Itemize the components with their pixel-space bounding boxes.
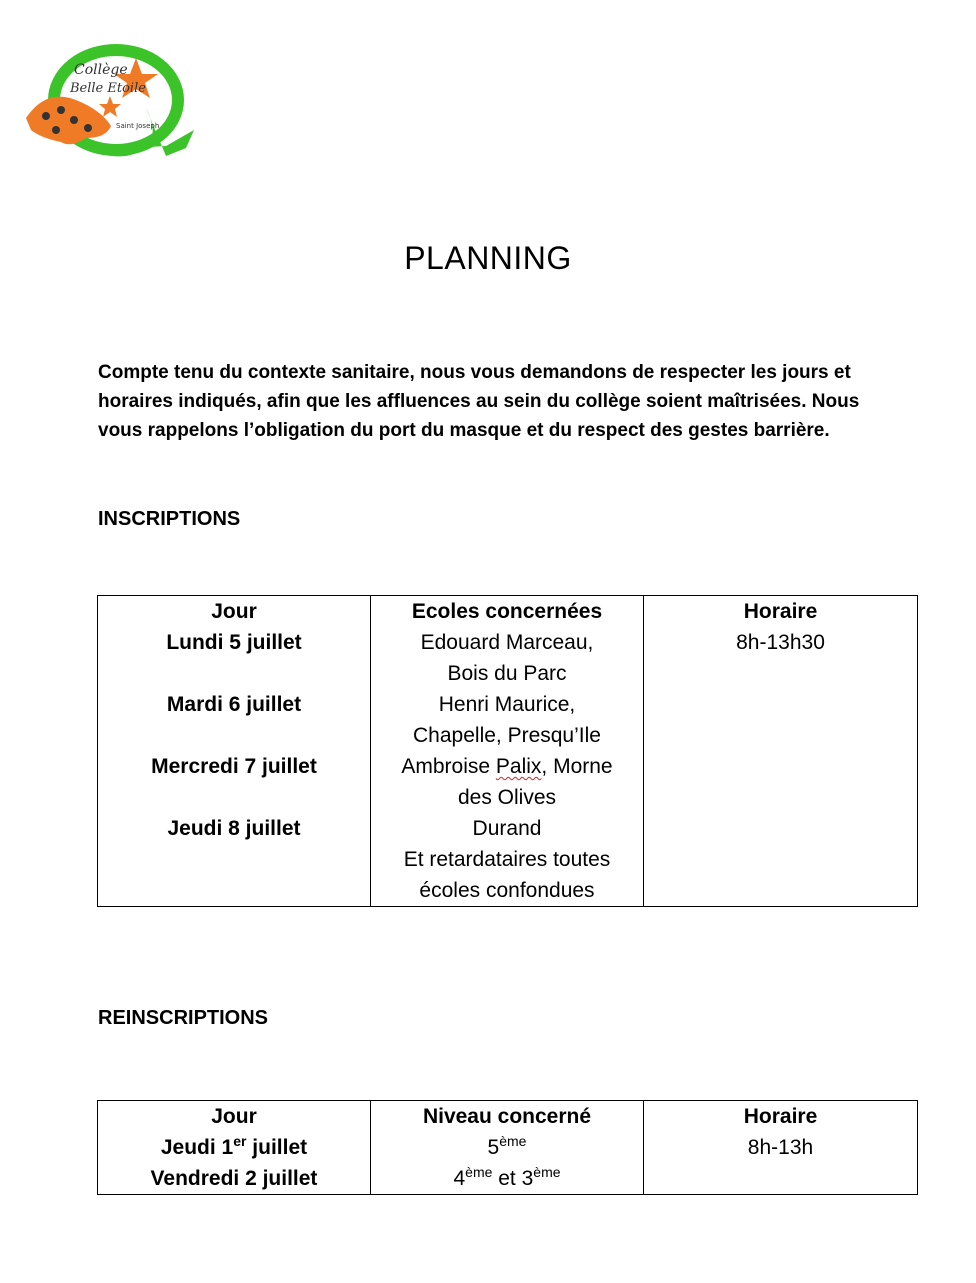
logo-text-line3: Saint Joseph bbox=[116, 122, 160, 130]
row-time bbox=[644, 813, 918, 907]
header-time: Horaire bbox=[644, 1101, 918, 1133]
intro-paragraph: Compte tenu du contexte sanitaire, nous vous demandons de respecter les jours et horaires indiqués, afin que les affluences au sein du collège soient maîtrisées. Nous vous rappelons l’obligation du port du masque et du respect des gestes barrière. bbox=[98, 362, 860, 441]
row-day: Lundi 5 juillet bbox=[98, 627, 371, 689]
table-row bbox=[98, 689, 918, 751]
level-superscript: ème bbox=[533, 1164, 561, 1180]
schools-line: Henri Maurice, bbox=[438, 693, 576, 716]
row-day bbox=[98, 1132, 371, 1163]
schools-line: Durand bbox=[472, 817, 542, 840]
inscriptions-heading: INSCRIPTIONS bbox=[98, 508, 241, 530]
row-schools bbox=[371, 627, 644, 689]
header-day: Jour bbox=[98, 596, 371, 628]
level-superscript: ème bbox=[499, 1133, 527, 1149]
reinscriptions-heading: REINSCRIPTIONS bbox=[98, 1007, 269, 1029]
row-day: Mardi 6 juillet bbox=[98, 689, 371, 751]
row-schools bbox=[371, 689, 644, 751]
schools-line: des Olives bbox=[457, 786, 557, 809]
schools-line: Bois du Parc bbox=[447, 662, 567, 685]
row-day: Vendredi 2 juillet bbox=[98, 1163, 371, 1195]
table-header-row bbox=[98, 1101, 918, 1133]
table-row bbox=[98, 627, 918, 689]
row-time bbox=[644, 751, 918, 813]
row-time bbox=[644, 1163, 918, 1195]
logo-text-line1: Collège bbox=[74, 62, 128, 78]
schools-line: Et retardataires toutes bbox=[403, 848, 611, 871]
level-number: 5 bbox=[487, 1136, 500, 1159]
table-row bbox=[98, 1163, 918, 1195]
schools-suffix: , Morne bbox=[541, 755, 613, 778]
table-row bbox=[98, 813, 918, 907]
page-title: PLANNING bbox=[404, 240, 572, 276]
table-row bbox=[98, 1132, 918, 1163]
row-time: 8h-13h30 bbox=[644, 627, 918, 689]
row-schools bbox=[371, 751, 644, 813]
college-logo bbox=[16, 38, 202, 166]
row-time: 8h-13h bbox=[644, 1132, 918, 1163]
row-level bbox=[371, 1163, 644, 1195]
header-level: Niveau concerné bbox=[371, 1101, 644, 1133]
level-number: 4 bbox=[453, 1167, 466, 1190]
schools-line: Chapelle, Presqu’Ile bbox=[413, 724, 601, 747]
day-text: Jeudi 1 bbox=[160, 1136, 234, 1159]
day-superscript: er bbox=[233, 1133, 247, 1149]
level-connector: et 3 bbox=[492, 1167, 534, 1190]
header-time: Horaire bbox=[644, 596, 918, 628]
header-day: Jour bbox=[98, 1101, 371, 1133]
row-day: Jeudi 8 juillet bbox=[98, 813, 371, 907]
schools-prefix: Ambroise bbox=[401, 755, 496, 778]
spellcheck-marked-word: Palix bbox=[495, 755, 542, 778]
logo-text-line2: Belle Etoile bbox=[70, 81, 146, 96]
day-text-suffix: juillet bbox=[246, 1136, 308, 1159]
row-day: Mercredi 7 juillet bbox=[98, 751, 371, 813]
row-time bbox=[644, 689, 918, 751]
table-header-row bbox=[98, 596, 918, 628]
schools-line: Edouard Marceau, bbox=[420, 631, 594, 654]
table-row bbox=[98, 751, 918, 813]
schools-line bbox=[375, 751, 639, 782]
schools-line: écoles confondues bbox=[419, 879, 595, 902]
header-schools: Ecoles concernées bbox=[371, 596, 644, 628]
row-schools bbox=[371, 813, 644, 907]
row-level bbox=[371, 1132, 644, 1163]
inscriptions-table bbox=[97, 595, 918, 907]
level-superscript: ème bbox=[465, 1164, 493, 1180]
reinscriptions-table bbox=[97, 1100, 918, 1195]
